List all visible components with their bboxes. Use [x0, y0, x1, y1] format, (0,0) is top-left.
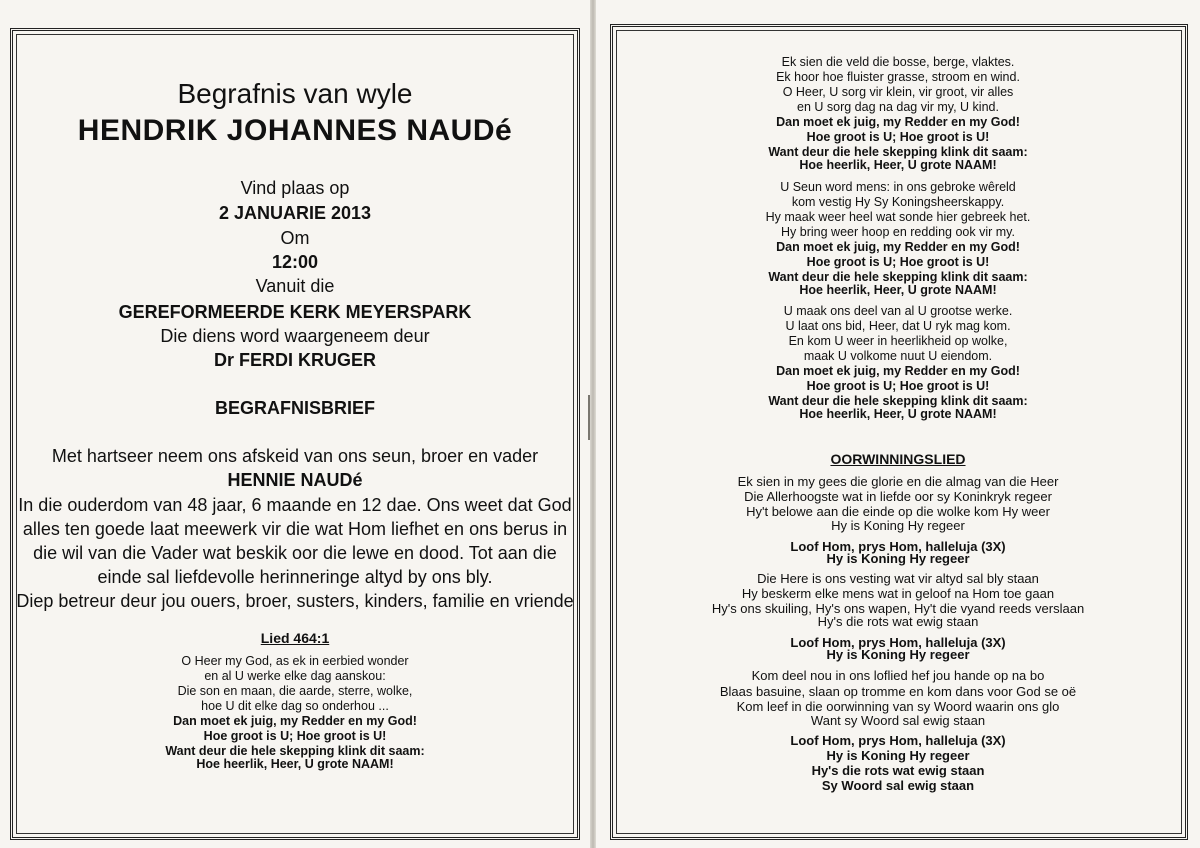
song-line: Die Here is ons vesting wat vir altyd sal bly staan — [757, 571, 1039, 586]
hymn-line: Hy bring weer hoop en redding ook vir my. — [781, 225, 1015, 239]
song-line: Kom deel nou in ons loflied hef jou hande op na bo — [751, 668, 1045, 683]
hymn-line: en U sorg dag na dag vir my, U kind. — [797, 100, 999, 114]
hymn-chorus-line: Want deur die hele skepping klink dit saam: — [768, 270, 1028, 284]
letter-line: In die ouderdom van 48 jaar, 6 maande en 12 dae. Ons weet dat God — [18, 495, 572, 515]
letter-line: Diep betreur deur jou ouers, broer, susters, kinders, familie en vriende — [16, 591, 574, 611]
song-line: Hy's ons skuiling, Hy's ons wapen, Hy't die vyand reeds verslaan — [711, 601, 1085, 616]
title-line-1: Begrafnis van wyle — [177, 78, 413, 109]
deceased-name: HENDRIK JOHANNES NAUDé — [77, 114, 513, 147]
hymn-line: Die son en maan, die aarde, sterre, wolke, — [177, 684, 413, 698]
letter-line: alles ten goede laat meewerk vir die wat Hom liefhet en ons berus in — [22, 519, 568, 539]
song-line: Hy is Koning Hy regeer — [831, 518, 965, 533]
hymn-line: En kom U weer in heerlikheid op wolke, — [788, 334, 1008, 348]
song-line: Hy't belowe aan die einde op die wolke kom Hy weer — [746, 504, 1050, 519]
letter-intro: Met hartseer neem ons afskeid van ons seun, broer en vader — [51, 446, 539, 466]
hymn-chorus-line: Hoe groot is U; Hoe groot is U! — [806, 130, 990, 144]
minister-name: Dr FERDI KRUGER — [213, 350, 376, 370]
hymn-chorus-line: Want deur die hele skepping klink dit saam: — [768, 145, 1028, 159]
song-line: Hy beskerm elke mens wat in geloof na Hom toe gaan — [741, 586, 1055, 601]
hymn-chorus-line: Hoe groot is U; Hoe groot is U! — [806, 255, 990, 269]
song-line: Kom leef in die oorwinning van sy Woord waarin ons glo — [736, 699, 1060, 714]
hymn-chorus-line: Dan moet ek juig, my Redder en my God! — [776, 240, 1020, 254]
letter-name: HENNIE NAUDé — [227, 470, 363, 490]
song-refrain-line: Hy's die rots wat ewig staan — [811, 763, 985, 778]
hymn-line: maak U volkome nuut U eiendom. — [803, 349, 993, 363]
hymn-line: Hy maak weer heel wat sonde hier gebreek het. — [765, 210, 1031, 224]
info-line: Vind plaas op — [240, 178, 350, 198]
funeral-date: 2 JANUARIE 2013 — [218, 203, 372, 223]
left-page — [0, 0, 590, 848]
hymn-title: Lied 464:1 — [260, 630, 330, 646]
hymn-line: O Heer my God, as ek in eerbied wonder — [181, 654, 409, 668]
letter-line: die wil van die Vader wat beskik oor die lewe en dood. Tot aan die — [33, 543, 557, 563]
church-name: GEREFORMEERDE KERK MEYERSPARK — [118, 302, 472, 322]
hymn-chorus-line: Want deur die hele skepping klink dit saam: — [165, 744, 425, 758]
hymn-line: Ek sien die veld die bosse, berge, vlaktes. — [781, 55, 1015, 69]
song-title: OORWINNINGSLIED — [830, 451, 966, 467]
song-refrain-line: Loof Hom, prys Hom, halleluja (3X) — [790, 539, 1006, 554]
song-line: Hy's die rots wat ewig staan — [817, 614, 979, 629]
hymn-chorus-line: Dan moet ek juig, my Redder en my God! — [776, 115, 1020, 129]
song-refrain-line: Hy is Koning Hy regeer — [826, 551, 970, 566]
hymn-line: Ek hoor hoe fluister grasse, stroom en wind. — [776, 70, 1020, 84]
hymn-line: hoe U dit elke dag so onderhou ... — [201, 699, 389, 713]
song-line: Blaas basuine, slaan op tromme en kom dans voor God se oë — [719, 684, 1077, 699]
song-refrain-line: Hy is Koning Hy regeer — [826, 647, 970, 662]
hymn-chorus-line: Dan moet ek juig, my Redder en my God! — [776, 364, 1020, 378]
song-refrain-line: Sy Woord sal ewig staan — [821, 778, 975, 793]
hymn-line: en al U werke elke dag aanskou: — [204, 669, 386, 683]
info-line: Die diens word waargeneem deur — [160, 326, 430, 346]
hymn-chorus-line: Hoe groot is U; Hoe groot is U! — [203, 729, 387, 743]
hymn-line: U Seun word mens: in ons gebroke wêreld — [780, 180, 1016, 194]
hymn-chorus-line: Hoe heerlik, Heer, U grote NAAM! — [799, 283, 997, 297]
letter-heading: BEGRAFNISBRIEF — [214, 398, 375, 418]
hymn-line: U maak ons deel van al U grootse werke. — [783, 304, 1013, 318]
letter-line: einde sal liefdevolle herinneringe altyd by ons bly. — [97, 567, 493, 587]
song-refrain-line: Hy is Koning Hy regeer — [826, 748, 970, 763]
right-page — [596, 0, 1200, 848]
hymn-line: U laat ons bid, Heer, dat U ryk mag kom. — [785, 319, 1011, 333]
song-line: Die Allerhoogste wat in liefde oor sy Koninkryk regeer — [744, 489, 1052, 504]
hymn-chorus-line: Hoe groot is U; Hoe groot is U! — [806, 379, 990, 393]
song-line: Want sy Woord sal ewig staan — [810, 713, 986, 728]
song-refrain-line: Loof Hom, prys Hom, halleluja (3X) — [790, 733, 1006, 748]
hymn-chorus-line: Dan moet ek juig, my Redder en my God! — [173, 714, 417, 728]
hymn-line: kom vestig Hy Sy Koningsheerskappy. — [791, 195, 1005, 209]
hymn-chorus-line: Hoe heerlik, Heer, U grote NAAM! — [196, 757, 394, 771]
hymn-chorus-line: Want deur die hele skepping klink dit saam: — [768, 394, 1028, 408]
hymn-chorus-line: Hoe heerlik, Heer, U grote NAAM! — [799, 407, 997, 421]
hymn-line: O Heer, U sorg vir klein, vir groot, vir alles — [782, 85, 1014, 99]
spine-mark — [588, 395, 590, 440]
song-line: Ek sien in my gees die glorie en die almag van die Heer — [737, 474, 1059, 489]
song-refrain-line: Loof Hom, prys Hom, halleluja (3X) — [790, 635, 1006, 650]
info-line: Vanuit die — [255, 276, 335, 296]
info-line: Om — [280, 228, 310, 248]
funeral-time: 12:00 — [271, 252, 319, 272]
hymn-chorus-line: Hoe heerlik, Heer, U grote NAAM! — [799, 158, 997, 172]
